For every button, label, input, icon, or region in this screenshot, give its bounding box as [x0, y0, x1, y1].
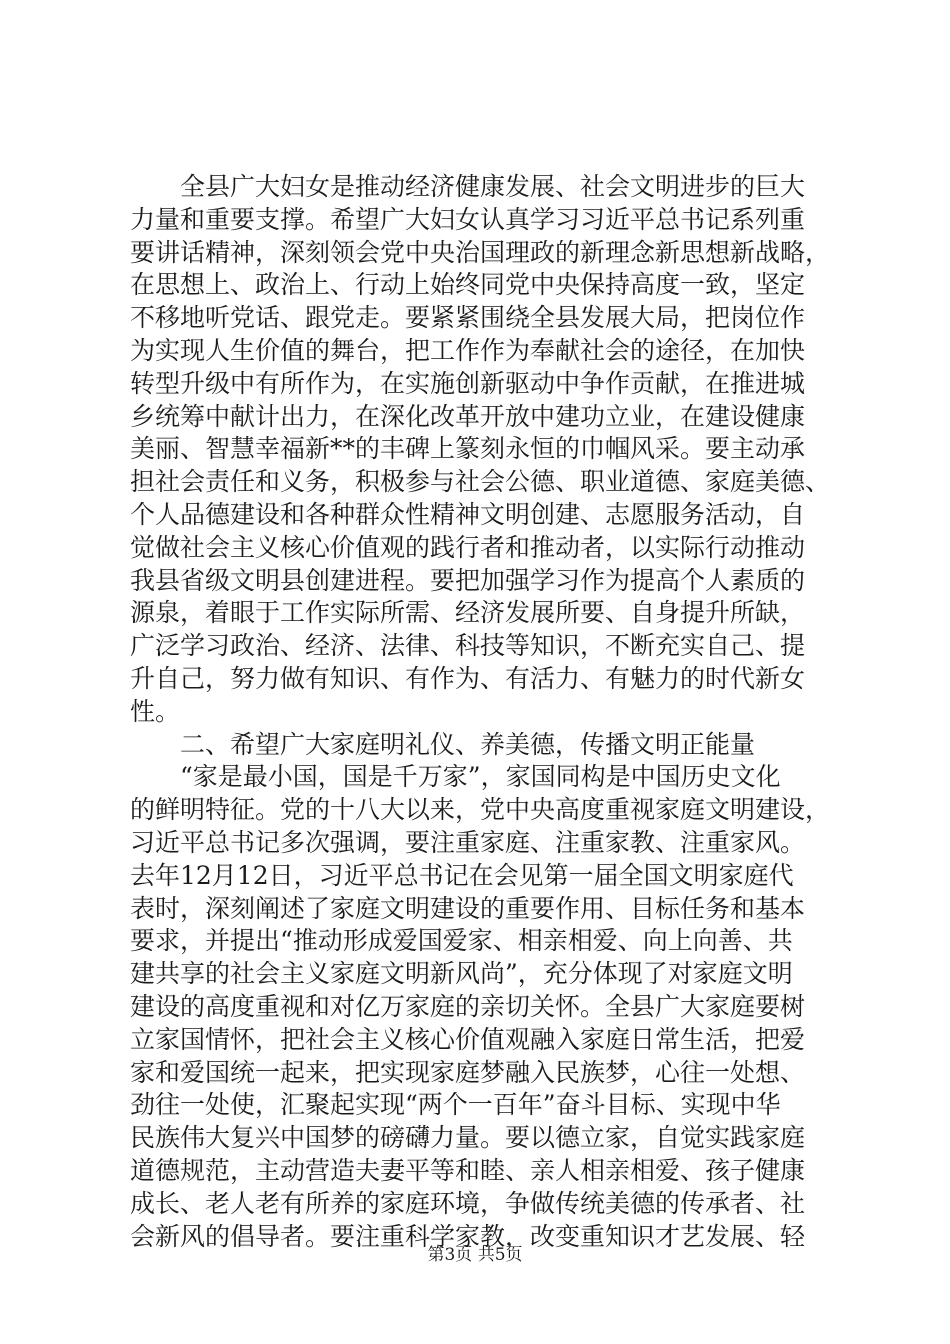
text-line: 要讲话精神，深刻领会党中央治国理政的新理念新思想新战略，: [130, 237, 831, 267]
text-line: 民族伟大复兴中国梦的磅礴力量。要以德立家，自觉实践家庭: [130, 1123, 806, 1153]
text-line: 广泛学习政治、经济、法律、科技等知识，不断充实自己、提: [130, 631, 806, 661]
text-line: 表时，深刻阐述了家庭文明建设的重要作用、目标任务和基本: [130, 893, 806, 923]
text-line: 转型升级中有所作为，在实施创新驱动中争作贡献，在推进城: [130, 368, 806, 398]
text-line: 会新风的倡导者。要注重科学家教，改变重知识才艺发展、轻: [130, 1221, 806, 1251]
text-line: 觉做社会主义核心价值观的践行者和推动者，以实际行动推动: [130, 532, 806, 562]
text-line: 力量和重要支撑。希望广大妇女认真学习习近平总书记系列重: [130, 204, 806, 234]
text-line: 升自己，努力做有知识、有作为、有活力、有魅力的时代新女: [130, 663, 806, 693]
text-line: 去年12月12日，习近平总书记在会见第一届全国文明家庭代: [130, 860, 794, 890]
text-line: 美丽、智慧幸福新**的丰碑上篆刻永恒的巾帼风采。要主动承: [130, 434, 806, 464]
text-line: 我县省级文明县创建进程。要把加强学习作为提高个人素质的: [130, 565, 806, 595]
text-line: 劲往一处使，汇聚起实现“两个一百年”奋斗目标、实现中华: [130, 1090, 781, 1120]
text-line: “家是最小国，国是千万家”，家国同构是中国历史文化: [130, 762, 781, 792]
text-line: 成长、老人老有所养的家庭环境，争做传统美德的传承者、社: [130, 1188, 806, 1218]
text-line: 立家国情怀，把社会主义核心价值观融入家庭日常生活，把爱: [130, 1024, 806, 1054]
text-line: 建设的高度重视和对亿万家庭的亲切关怀。全县广大家庭要树: [130, 991, 806, 1021]
text-line: 的鲜明特征。党的十八大以来，党中央高度重视家庭文明建设，: [130, 795, 831, 825]
text-line: 建共享的社会主义家庭文明新风尚”，充分体现了对家庭文明: [130, 959, 793, 989]
text-line: 要求，并提出“推动形成爱国爱家、相亲相爱、向上向善、共: [130, 926, 793, 956]
text-line: 在思想上、政治上、行动上始终同党中央保持高度一致，坚定: [130, 270, 806, 300]
text-line: 个人品德建设和各种群众性精神文明创建、志愿服务活动，自: [130, 499, 806, 529]
text-line: 源泉，着眼于工作实际所需、经济发展所要、自身提升所缺，: [130, 598, 806, 628]
text-line: 乡统筹中献计出力，在深化改革开放中建功立业，在建设健康: [130, 401, 806, 431]
text-line: 习近平总书记多次强调，要注重家庭、注重家教、注重家风。: [130, 827, 806, 857]
text-line: 担社会责任和义务，积极参与社会公德、职业道德、家庭美德、: [130, 467, 831, 497]
text-line: 为实现人生价值的舞台，把工作作为奉献社会的途径，在加快: [130, 335, 806, 365]
text-line: 家和爱国统一起来，把实现家庭梦融入民族梦，心往一处想、: [130, 1057, 806, 1087]
document-body: [130, 171, 830, 1253]
page-footer: 第3页 共5页: [427, 1245, 523, 1265]
text-line: 二、希望广大家庭明礼仪、养美德，传播文明正能量: [130, 729, 756, 759]
text-line: 不移地听党话、跟党走。要紧紧围绕全县发展大局，把岗位作: [130, 303, 806, 333]
text-line: 全县广大妇女是推动经济健康发展、社会文明进步的巨大: [130, 172, 806, 201]
text-line: 性。: [130, 696, 181, 726]
text-line: 道德规范，主动营造夫妻平等和睦、亲人相亲相爱、孩子健康: [130, 1155, 806, 1185]
